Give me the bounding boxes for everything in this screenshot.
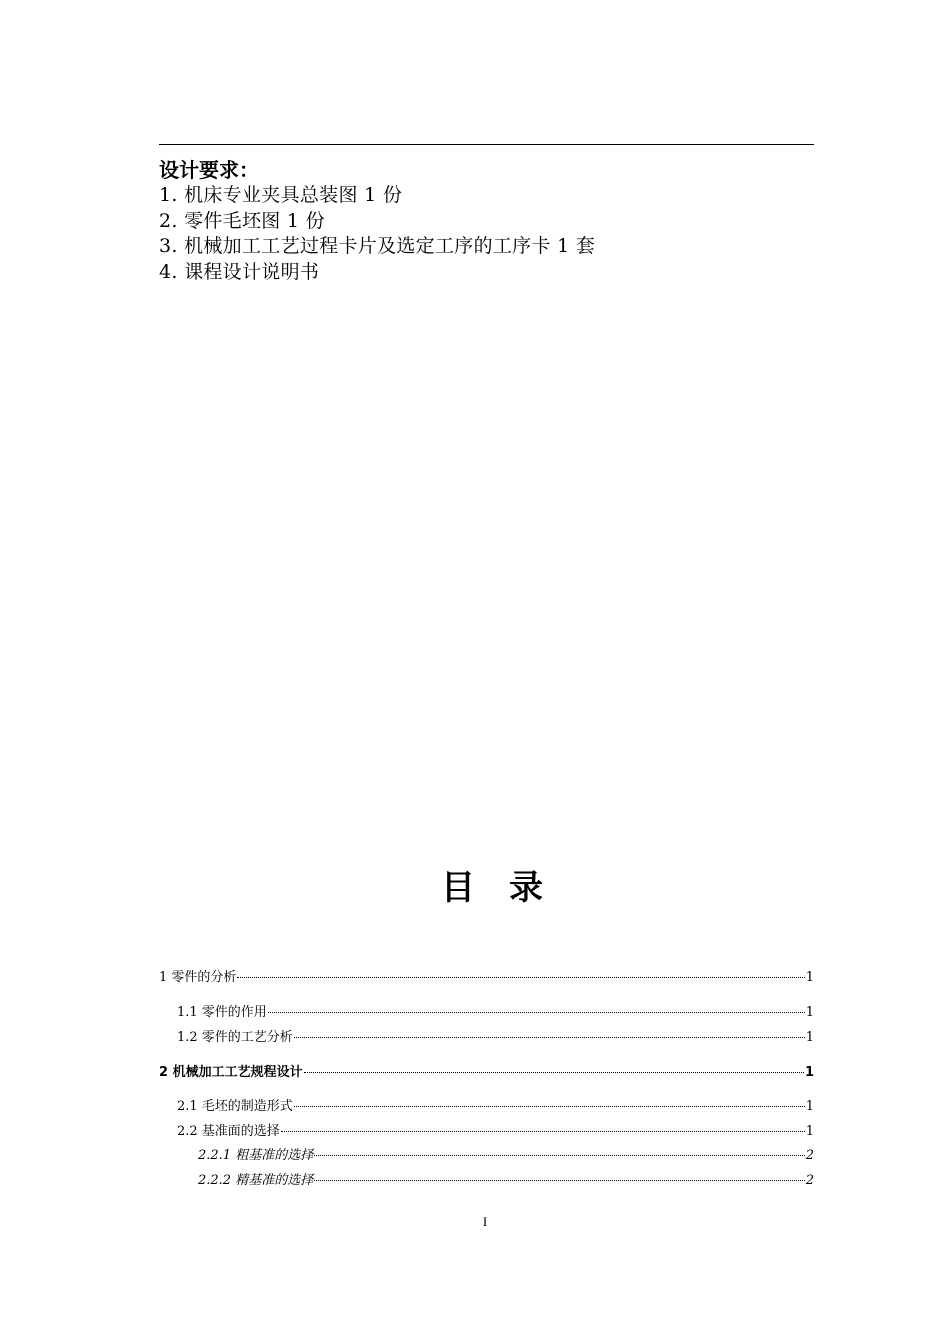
toc-leader-dots bbox=[294, 1037, 805, 1038]
requirement-item: 1. 机床专业夹具总装图 1 份 bbox=[159, 184, 403, 206]
toc-entry[interactable] bbox=[177, 1098, 814, 1116]
toc-entry[interactable] bbox=[177, 1029, 814, 1047]
toc-entry-label: 2.1 毛坯的制造形式 bbox=[177, 1099, 293, 1114]
toc-entry-page: 1 bbox=[805, 1030, 814, 1045]
toc-entry-label: 1 零件的分析 bbox=[159, 970, 237, 985]
toc-entry-page: 1 bbox=[805, 970, 814, 985]
toc-entry[interactable] bbox=[198, 1172, 814, 1190]
requirement-item: 3. 机械加工工艺过程卡片及选定工序的工序卡 1 套 bbox=[159, 235, 596, 257]
toc-entry[interactable] bbox=[159, 969, 814, 987]
page-number: I bbox=[482, 1214, 488, 1229]
header-rule bbox=[159, 144, 814, 145]
toc-entry-label: 2.2.1 粗基准的选择 bbox=[198, 1148, 314, 1163]
toc-entry[interactable] bbox=[198, 1147, 814, 1165]
toc-entry-page: 2 bbox=[805, 1173, 814, 1188]
toc-entry[interactable] bbox=[177, 1123, 814, 1141]
toc-entry[interactable] bbox=[159, 1064, 814, 1082]
toc-leader-dots bbox=[237, 977, 804, 978]
toc-entry-page: 1 bbox=[805, 1005, 814, 1020]
toc-leader-dots bbox=[314, 1180, 805, 1181]
toc-entry[interactable] bbox=[177, 1004, 814, 1022]
toc-entry-label: 1.2 零件的工艺分析 bbox=[177, 1030, 293, 1045]
toc-entry-page: 2 bbox=[805, 1148, 814, 1163]
toc-leader-dots bbox=[304, 1072, 804, 1073]
toc-entry-page: 1 bbox=[804, 1065, 814, 1080]
toc-leader-dots bbox=[294, 1106, 805, 1107]
toc-leader-dots bbox=[314, 1155, 805, 1156]
toc-entry-label: 2 机械加工工艺规程设计 bbox=[159, 1065, 303, 1080]
requirement-item: 2. 零件毛坯图 1 份 bbox=[159, 209, 325, 232]
requirements-list bbox=[159, 183, 595, 285]
toc-entry-page: 1 bbox=[805, 1124, 814, 1139]
toc-entry-label: 1.1 零件的作用 bbox=[177, 1005, 267, 1020]
requirement-item: 4. 课程设计说明书 bbox=[159, 260, 320, 283]
toc-entry-label: 2.2 基准面的选择 bbox=[177, 1124, 280, 1139]
requirements-heading: 设计要求： bbox=[159, 158, 259, 182]
toc-entry-label: 2.2.2 精基准的选择 bbox=[198, 1173, 314, 1188]
toc-entry-page: 1 bbox=[805, 1099, 814, 1114]
toc-title: 目录 bbox=[441, 868, 577, 908]
toc-leader-dots bbox=[268, 1012, 805, 1013]
toc-leader-dots bbox=[281, 1131, 805, 1132]
